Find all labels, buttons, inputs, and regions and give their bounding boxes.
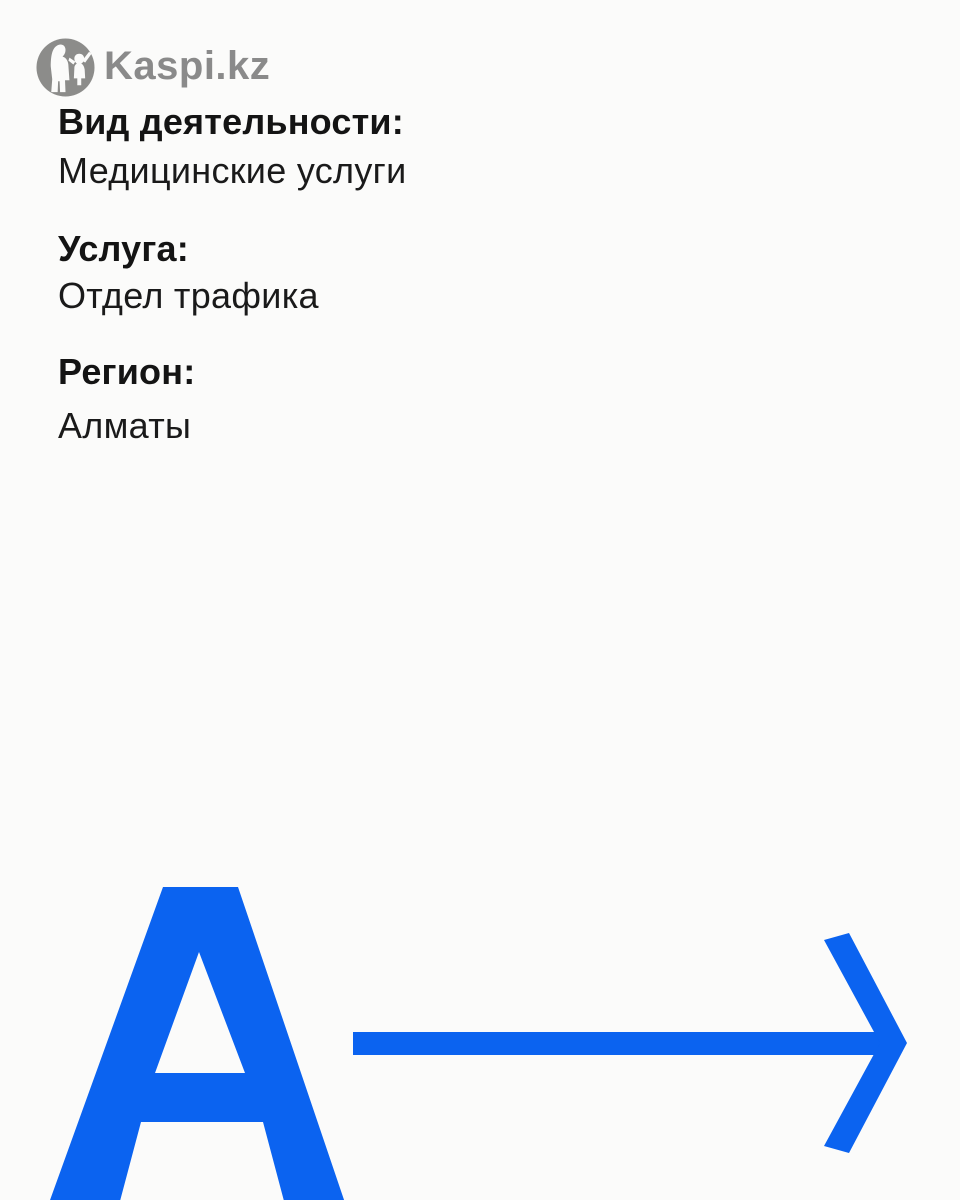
field-value-region: Алматы: [58, 405, 192, 446]
arrow-shaft: [353, 1032, 889, 1055]
decorative-bottom-graphic: [0, 860, 960, 1200]
field-label-activity: Вид деятельности:: [58, 101, 404, 142]
field-value-activity: Медицинские услуги: [58, 150, 407, 191]
field-label-service: Услуга:: [58, 228, 189, 269]
field-label-region: Регион:: [58, 351, 196, 392]
brand-header: [36, 38, 270, 97]
brand-name: Kaspi.kz: [104, 43, 271, 88]
kaspi-logo-icon: [36, 38, 95, 97]
letter-a-graphic: [32, 887, 361, 1200]
field-value-service: Отдел трафика: [58, 275, 319, 316]
